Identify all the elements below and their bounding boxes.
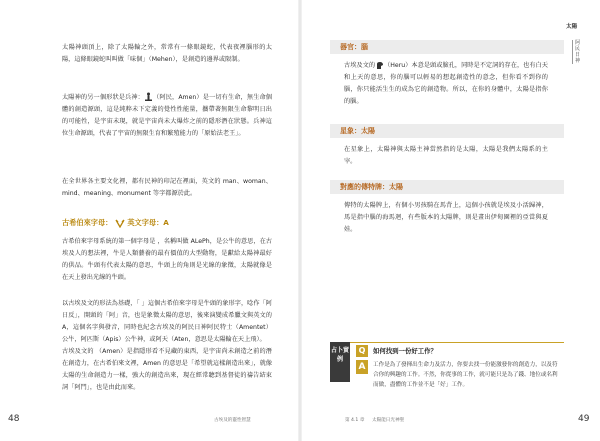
organ-heading-bar <box>330 40 564 54</box>
right-footer-title: 太陽能日光神聖 <box>372 418 405 423</box>
left-paragraph-2-start: 太陽神的另一個形狀是兵神： <box>62 94 144 101</box>
left-paragraph-5: 以古埃及文的形法為基礎，「 」這個古希伯來字母是牛頭的象形字，唸作「阿日反」，開頭的「阿」音，也是象徵太陽的意思，後來演變成希臘文與英文的 A，這個名字與發音，同時也紀念古埃及的阿民日神阿民特士（Amentet）公牛，阿匹斯（Apis）公牛神，或阿天（Aten，意思是太陽輪在天上飛）。 <box>62 300 272 343</box>
card-text: 傳特的太陽牌上，有個小男孩騎在馬背上，這個小孩就是埃及小活歸神，馬是指中腦的海馬迴，有些版本的太陽牌，則是畫出伊甸園裡的亞當與夏娃。 <box>344 202 548 233</box>
alphabet-heading <box>62 218 169 228</box>
side-tab: 阿民日神 <box>572 40 581 64</box>
card-heading: 對應的傳特牌：太陽 <box>340 183 403 191</box>
card-heading-bar <box>330 180 564 194</box>
organ-heading: 器官：腦 <box>340 43 368 51</box>
left-paragraph-3: 在全世界各主要文化裡，都有民神的印記在裡面，英文的 man、woman、mind、meaning、monument 等字都源於此。 <box>62 178 272 197</box>
right-page-number: 49 <box>578 414 590 424</box>
planet-heading: 星象：太陽 <box>340 127 375 135</box>
alphabet-heading-english: 英文字母：A <box>127 218 169 227</box>
question-marker: Q <box>356 345 368 357</box>
heru-head-hieroglyph-icon <box>375 61 384 70</box>
aleph-ox-icon <box>115 219 125 228</box>
left-paragraph-2-rest: （阿民，Amen）是一切有生命，無生命個體的創造源頭，這是純粹未下定義的覺性性能量，攜帶著無限生命黎明日出的可能性，是宇宙未現，就是宇宙尚未大爆炸之前的隱形潛在狀態。兵神這位生命源頭，代表了宇宙的無限生育和繁殖能力的「原始法老王」。 <box>62 94 272 137</box>
left-paragraph-2 <box>62 92 272 140</box>
chapter-label: 太陽 <box>566 24 578 30</box>
left-paragraph-6: 古埃及文的 （Amen）是指隱形看不見藏的東西，是宇宙尚未創造之前的潛在創造力，在古希伯來文裡，Amen 的意思是「希望就這樣創造出來」，就像太陽的生命創造力一樣，強大的創造出來，現在經常聽到基督徒的禱告結束詞「阿門」，也是由此而來。 <box>62 348 272 391</box>
organ-text-rest: （Heru）本意是頭或臉孔，同時是不定詞的存在，也有白天和上天的意思，你的腦可以輕易的想起創造性的意念，但你看不到你的腦，你只能活生生的成為它的創造物。所以，在你的身體中，太陽是指你的腦。 <box>344 62 548 105</box>
answer-marker: A <box>356 360 368 374</box>
amen-hieroglyph-icon <box>144 92 153 102</box>
divination-tag: 占卜實例 <box>330 342 350 382</box>
left-page-number: 48 <box>8 414 20 424</box>
left-paragraph-4: 古希伯來字母系統的第一個字母是 ，名稱叫做 ALePh，是公牛的意思，在古埃及人的想法裡，牛是人類藝養的最有價值的大型動物，是獻給太陽神最好的供品。牛頭有代表太陽的意思，牛頭上的角則是光線的象徵，太陽就像是在天上發出光線的牛頭。 <box>62 238 272 281</box>
right-footer-chapter: 第 4.1 章 <box>345 418 365 423</box>
alphabet-heading-hebrew: 古希伯來字母： <box>62 218 113 227</box>
left-paragraph-1: 太陽神頭頂上，除了太陽輪之外，常常有一條眼鏡蛇，代表夜裡腦形的太陽，這條眼鏡蛇叫叫做「味個」（Mehen），是創造的邊界或限制。 <box>62 44 272 63</box>
organ-text-start: 古埃及文的 <box>344 62 376 69</box>
planet-heading-bar <box>330 124 564 138</box>
divination-answer: 工作是為了發揮出生命力及活力，你要去找一份能激發你的創造力，以及符合你的興趣的工作。不然，你從事的工作，就可能只是為了錢、地位或名利而做，盡體的工作並不是「好」工作。 <box>373 362 558 388</box>
left-footer: 古埃及的靈性智慧 <box>214 418 251 423</box>
organ-text <box>344 60 548 108</box>
planet-text: 在星象上，太陽神與太陽主神當然指的是太陽，太陽是我們太陽系的主宰。 <box>344 146 548 165</box>
divination-question: 如何找到一份好工作？ <box>373 347 437 355</box>
